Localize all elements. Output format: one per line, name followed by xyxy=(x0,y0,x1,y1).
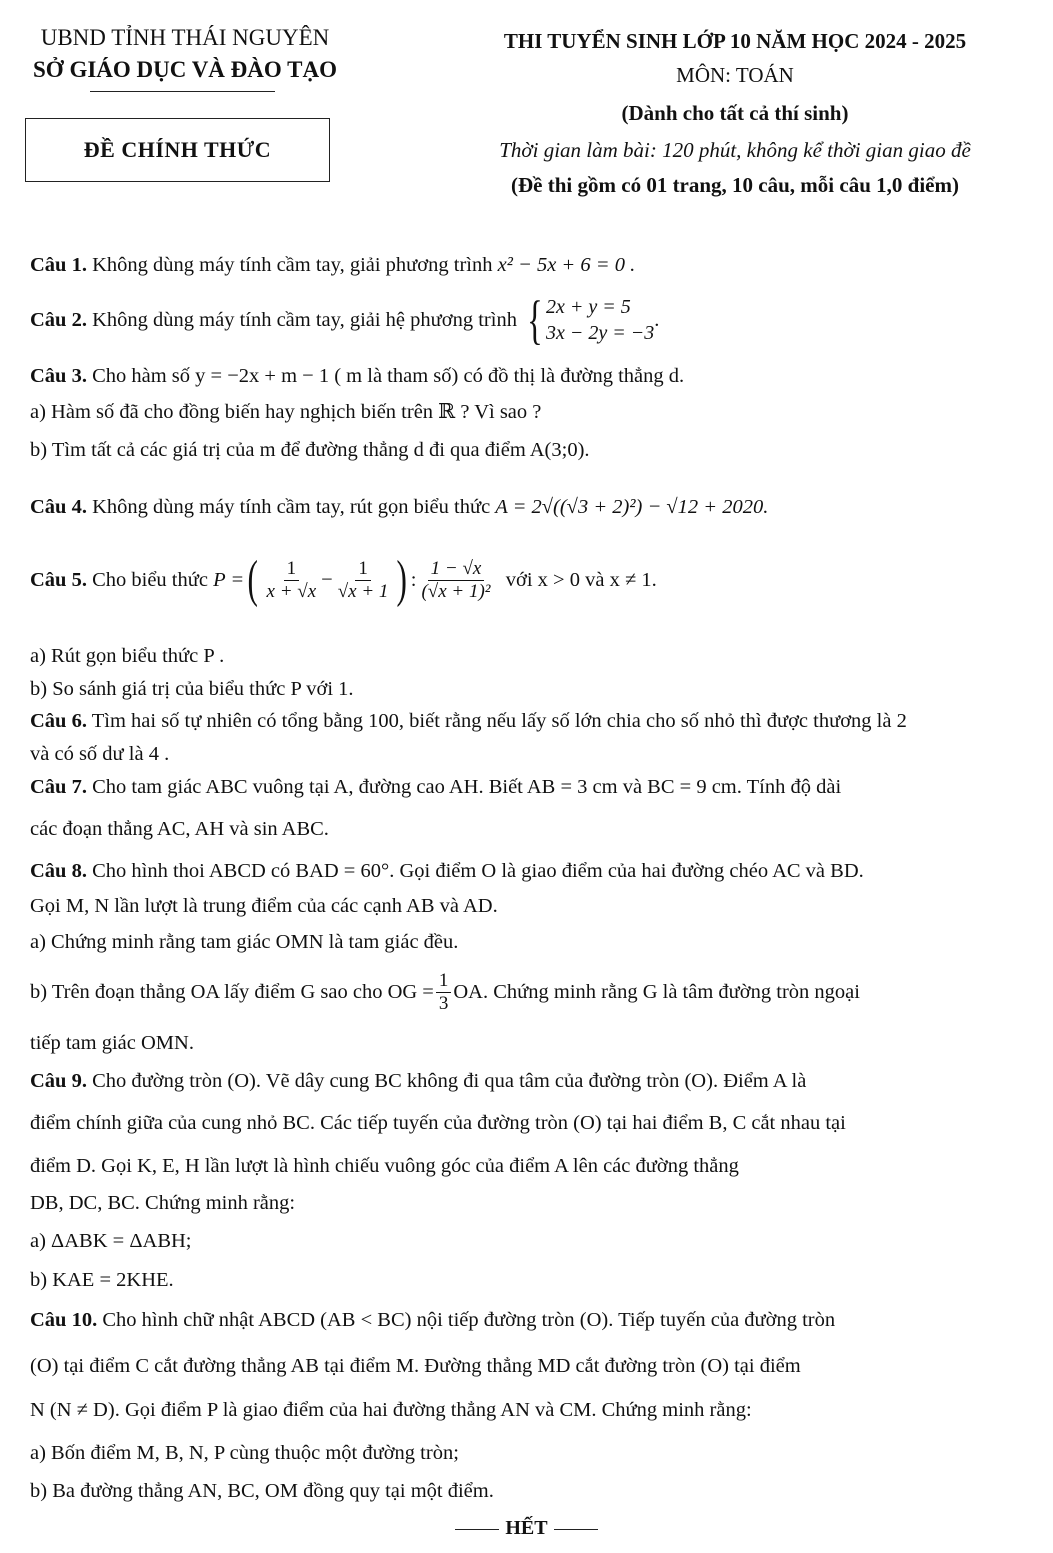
exam-title: THI TUYỂN SINH LỚP 10 NĂM HỌC 2024 - 2025 xyxy=(503,29,967,53)
question-5: Câu 5. Cho biểu thức P = ( $\frac{1}{x + √x}$ − $\frac{1}{√x + 1}$ ) : $\frac{1 - √x}{\text{(√x + 1)²}}$ với x > 0 và x ≠ 1. xyxy=(30,551,657,608)
fraction-1: $\frac{1}{x + √x}$ xyxy=(266,557,317,602)
time-note: Thời gian làm bài: 120 phút, không kể thời gian giao đề xyxy=(499,138,971,162)
subject-title: MÔN: TOÁN xyxy=(676,63,794,87)
question-3: Câu 3. Cho hàm số y = −2x + m − 1 ( m là tham số) có đồ thị là đường thẳng d. xyxy=(30,365,685,387)
question-10-cont-2: N (N ≠ D). Gọi điểm P là giao điểm của hai đường thẳng AN và CM. Chứng minh rằng: xyxy=(30,1399,752,1421)
question-8-cont: Gọi M, N lần lượt là trung điểm của các cạnh AB và AD. xyxy=(30,895,498,917)
official-exam-badge: ĐỀ CHÍNH THỨC xyxy=(25,118,330,182)
question-6: Câu 6. Tìm hai số tự nhiên có tổng bằng 100, biết rằng nếu lấy số lớn chia cho số nhỏ thì được thương là 2 xyxy=(30,710,907,732)
header-divider xyxy=(90,91,275,92)
question-9a: a) ΔABK = ΔABH; xyxy=(30,1230,192,1252)
question-3a: a) Hàm số đã cho đồng biến hay nghịch biến trên ℝ ? Vì sao ? xyxy=(30,401,542,423)
question-2: Câu 2. Không dùng máy tính cầm tay, giải hệ phương trình { 2x + y = 5 3x − 2y = −3 . xyxy=(30,290,660,350)
office-name: SỞ GIÁO DỤC VÀ ĐÀO TẠO xyxy=(33,57,337,82)
question-10-cont-1: (O) tại điểm C cắt đường thẳng AB tại điểm M. Đường thẳng MD cắt đường tròn (O) tại điểm xyxy=(30,1355,801,1377)
question-10a: a) Bốn điểm M, B, N, P cùng thuộc một đường tròn; xyxy=(30,1442,459,1464)
question-7-cont: các đoạn thẳng AC, AH và sin ABC. xyxy=(30,818,329,840)
exam-info-note: (Đề thi gồm có 01 trang, 10 câu, mỗi câu 1,0 điểm) xyxy=(511,173,959,197)
end-marker: HẾT xyxy=(0,1517,1053,1540)
question-7: Câu 7. Cho tam giác ABC vuông tại A, đường cao AH. Biết AB = 3 cm và BC = 9 cm. Tính độ dài xyxy=(30,776,842,798)
question-9-cont-3: DB, DC, BC. Chứng minh rằng: xyxy=(30,1192,296,1214)
question-8: Câu 8. Cho hình thoi ABCD có BAD = 60°. Gọi điểm O là giao điểm của hai đường chéo AC và BD. xyxy=(30,860,864,882)
department-name: UBND TỈNH THÁI NGUYÊN xyxy=(40,25,330,50)
question-10b: b) Ba đường thẳng AN, BC, OM đồng quy tại một điểm. xyxy=(30,1480,494,1502)
question-9: Câu 9. Cho đường tròn (O). Vẽ dây cung BC không đi qua tâm của đường tròn (O). Điểm A là xyxy=(30,1070,807,1092)
question-5b: b) So sánh giá trị của biểu thức P với 1. xyxy=(30,678,354,700)
fraction-one-third: $\frac{1}{3}$ xyxy=(436,970,452,1015)
audience-note: (Dành cho tất cả thí sinh) xyxy=(621,101,849,125)
question-5a: a) Rút gọn biểu thức P . xyxy=(30,645,225,667)
question-4: Câu 4. Không dùng máy tính cầm tay, rút gọn biểu thức A = 2√((√3 + 2)²) − √12 + 2020. xyxy=(30,496,769,518)
question-8b-cont: tiếp tam giác OMN. xyxy=(30,1032,194,1054)
question-8a: a) Chứng minh rằng tam giác OMN là tam giác đều. xyxy=(30,931,459,953)
question-9-cont-2: điểm D. Gọi K, E, H lần lượt là hình chiếu vuông góc của điểm A lên các đường thẳng xyxy=(30,1155,739,1177)
question-9b: b) KAE = 2KHE. xyxy=(30,1269,174,1291)
equation-system: { 2x + y = 5 3x − 2y = −3 . xyxy=(527,290,660,350)
question-9-cont-1: điểm chính giữa của cung nhỏ BC. Các tiếp tuyến của đường tròn (O) tại hai điểm B, C cắt nhau tại xyxy=(30,1112,846,1134)
question-10: Câu 10. Cho hình chữ nhật ABCD (AB < BC) nội tiếp đường tròn (O). Tiếp tuyến của đường tròn xyxy=(30,1309,836,1331)
question-6-cont: và có số dư là 4 . xyxy=(30,743,170,765)
question-8b: b) Trên đoạn thẳng OA lấy điểm G sao cho OG = $\frac{1}{3}$ OA. Chứng minh rằng G là tâm đường tròn ngoại xyxy=(30,969,860,1014)
fraction-2: $\frac{1}{√x + 1}$ xyxy=(337,557,389,602)
question-3b: b) Tìm tất cả các giá trị của m để đường thẳng d đi qua điểm A(3;0). xyxy=(30,439,590,461)
fraction-3: $\frac{1 - √x}{\text{(√x + 1)²}}$ xyxy=(421,557,491,602)
question-1: Câu 1. Không dùng máy tính cầm tay, giải phương trình x² − 5x + 6 = 0 . xyxy=(30,254,636,276)
